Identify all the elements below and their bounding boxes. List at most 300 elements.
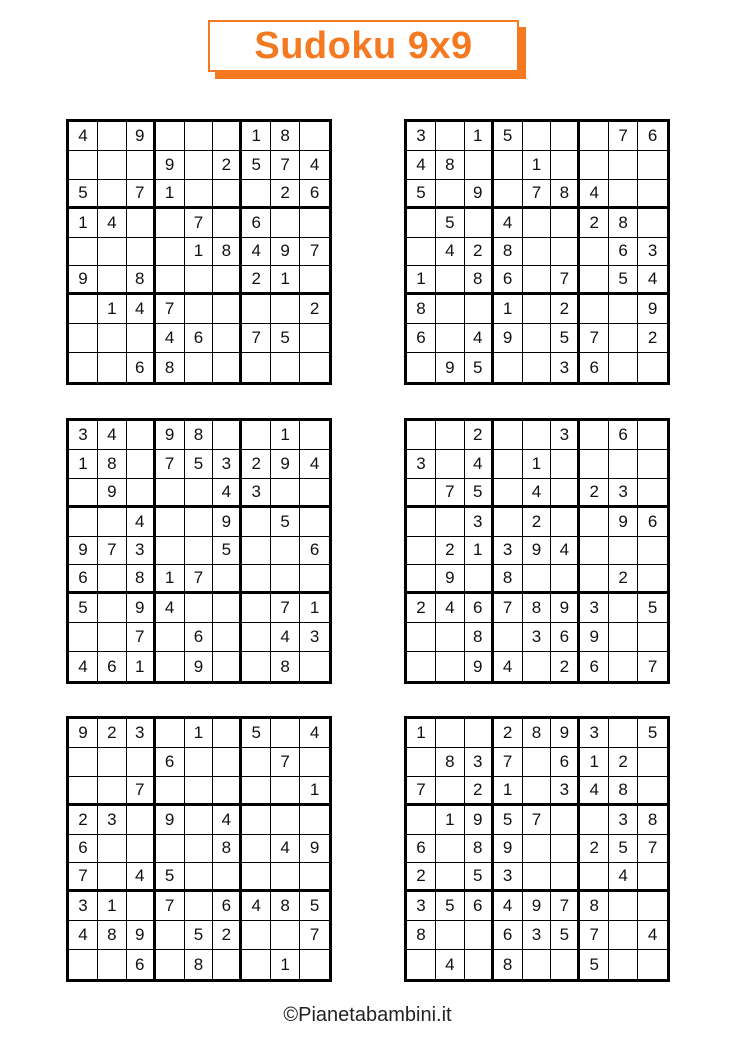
sudoku-cell[interactable]	[271, 921, 300, 950]
sudoku-cell[interactable]: 3	[69, 421, 98, 450]
sudoku-cell[interactable]: 8	[638, 806, 667, 835]
sudoku-cell[interactable]	[523, 266, 552, 295]
sudoku-cell[interactable]	[127, 479, 156, 508]
sudoku-cell[interactable]	[523, 652, 552, 681]
sudoku-cell[interactable]: 3	[465, 508, 494, 537]
sudoku-cell[interactable]	[523, 835, 552, 864]
sudoku-cell[interactable]: 9	[494, 324, 523, 353]
sudoku-cell[interactable]: 4	[98, 209, 127, 238]
sudoku-cell[interactable]: 7	[271, 151, 300, 180]
sudoku-cell[interactable]	[609, 594, 638, 623]
sudoku-cell[interactable]: 3	[127, 719, 156, 748]
sudoku-cell[interactable]: 4	[609, 863, 638, 892]
sudoku-cell[interactable]	[300, 122, 329, 151]
sudoku-cell[interactable]: 9	[551, 594, 580, 623]
sudoku-cell[interactable]: 3	[69, 892, 98, 921]
sudoku-cell[interactable]	[156, 266, 185, 295]
sudoku-cell[interactable]: 8	[551, 180, 580, 209]
sudoku-cell[interactable]: 8	[127, 565, 156, 594]
sudoku-cell[interactable]: 6	[465, 594, 494, 623]
sudoku-cell[interactable]: 9	[580, 623, 609, 652]
sudoku-cell[interactable]	[185, 748, 214, 777]
sudoku-cell[interactable]	[436, 777, 465, 806]
sudoku-cell[interactable]: 1	[127, 652, 156, 681]
sudoku-cell[interactable]	[638, 748, 667, 777]
sudoku-cell[interactable]	[242, 748, 271, 777]
sudoku-cell[interactable]: 3	[638, 238, 667, 267]
sudoku-cell[interactable]: 3	[580, 594, 609, 623]
sudoku-cell[interactable]: 2	[580, 479, 609, 508]
sudoku-cell[interactable]	[185, 508, 214, 537]
sudoku-cell[interactable]: 8	[465, 266, 494, 295]
sudoku-cell[interactable]	[494, 151, 523, 180]
sudoku-cell[interactable]	[436, 295, 465, 324]
sudoku-cell[interactable]	[127, 151, 156, 180]
sudoku-cell[interactable]	[494, 479, 523, 508]
sudoku-cell[interactable]: 1	[98, 892, 127, 921]
sudoku-cell[interactable]	[213, 863, 242, 892]
sudoku-cell[interactable]: 9	[185, 652, 214, 681]
sudoku-cell[interactable]: 4	[127, 295, 156, 324]
sudoku-cell[interactable]	[407, 623, 436, 652]
sudoku-cell[interactable]	[127, 238, 156, 267]
sudoku-cell[interactable]: 9	[213, 508, 242, 537]
sudoku-cell[interactable]	[156, 122, 185, 151]
sudoku-cell[interactable]	[551, 950, 580, 979]
sudoku-cell[interactable]: 3	[407, 450, 436, 479]
sudoku-cell[interactable]: 4	[300, 151, 329, 180]
sudoku-cell[interactable]: 5	[551, 921, 580, 950]
sudoku-cell[interactable]: 5	[436, 892, 465, 921]
sudoku-cell[interactable]: 8	[271, 652, 300, 681]
sudoku-cell[interactable]: 4	[580, 180, 609, 209]
sudoku-cell[interactable]: 5	[436, 209, 465, 238]
sudoku-cell[interactable]	[98, 565, 127, 594]
sudoku-cell[interactable]	[300, 565, 329, 594]
sudoku-cell[interactable]	[523, 421, 552, 450]
sudoku-cell[interactable]	[609, 295, 638, 324]
sudoku-cell[interactable]	[156, 835, 185, 864]
sudoku-cell[interactable]: 7	[69, 863, 98, 892]
sudoku-cell[interactable]: 6	[580, 652, 609, 681]
sudoku-cell[interactable]: 9	[156, 151, 185, 180]
sudoku-cell[interactable]: 8	[185, 421, 214, 450]
sudoku-cell[interactable]: 4	[407, 151, 436, 180]
sudoku-cell[interactable]	[407, 209, 436, 238]
sudoku-cell[interactable]	[213, 180, 242, 209]
sudoku-cell[interactable]: 7	[638, 835, 667, 864]
sudoku-cell[interactable]	[271, 295, 300, 324]
sudoku-cell[interactable]	[436, 835, 465, 864]
sudoku-cell[interactable]	[156, 238, 185, 267]
sudoku-cell[interactable]: 1	[300, 777, 329, 806]
sudoku-cell[interactable]	[213, 122, 242, 151]
sudoku-cell[interactable]	[213, 421, 242, 450]
sudoku-cell[interactable]	[638, 479, 667, 508]
sudoku-cell[interactable]	[494, 450, 523, 479]
sudoku-cell[interactable]	[185, 892, 214, 921]
sudoku-cell[interactable]	[300, 479, 329, 508]
sudoku-cell[interactable]	[300, 748, 329, 777]
sudoku-cell[interactable]	[300, 266, 329, 295]
sudoku-cell[interactable]	[638, 623, 667, 652]
sudoku-cell[interactable]	[609, 450, 638, 479]
sudoku-cell[interactable]: 9	[271, 238, 300, 267]
sudoku-cell[interactable]	[98, 835, 127, 864]
sudoku-cell[interactable]	[465, 209, 494, 238]
sudoku-cell[interactable]	[580, 565, 609, 594]
sudoku-cell[interactable]	[465, 151, 494, 180]
sudoku-cell[interactable]	[609, 921, 638, 950]
sudoku-cell[interactable]: 8	[407, 295, 436, 324]
sudoku-cell[interactable]	[242, 835, 271, 864]
sudoku-cell[interactable]: 7	[271, 748, 300, 777]
sudoku-cell[interactable]	[407, 950, 436, 979]
sudoku-cell[interactable]: 5	[580, 950, 609, 979]
sudoku-cell[interactable]	[69, 238, 98, 267]
sudoku-cell[interactable]	[494, 508, 523, 537]
sudoku-cell[interactable]: 9	[69, 719, 98, 748]
sudoku-cell[interactable]: 8	[156, 353, 185, 382]
sudoku-cell[interactable]: 3	[494, 537, 523, 566]
sudoku-cell[interactable]: 2	[213, 151, 242, 180]
sudoku-cell[interactable]	[551, 863, 580, 892]
sudoku-cell[interactable]	[465, 719, 494, 748]
sudoku-cell[interactable]	[242, 180, 271, 209]
sudoku-cell[interactable]	[69, 151, 98, 180]
sudoku-cell[interactable]	[436, 863, 465, 892]
sudoku-cell[interactable]	[213, 719, 242, 748]
sudoku-cell[interactable]	[609, 324, 638, 353]
sudoku-cell[interactable]	[98, 266, 127, 295]
sudoku-cell[interactable]: 7	[127, 777, 156, 806]
sudoku-cell[interactable]	[271, 777, 300, 806]
sudoku-cell[interactable]: 4	[523, 479, 552, 508]
sudoku-cell[interactable]: 7	[551, 892, 580, 921]
sudoku-cell[interactable]	[213, 777, 242, 806]
sudoku-cell[interactable]: 7	[271, 594, 300, 623]
sudoku-cell[interactable]: 4	[69, 122, 98, 151]
sudoku-cell[interactable]: 1	[494, 777, 523, 806]
sudoku-cell[interactable]	[213, 295, 242, 324]
sudoku-cell[interactable]: 5	[551, 324, 580, 353]
sudoku-cell[interactable]	[523, 324, 552, 353]
sudoku-cell[interactable]	[638, 950, 667, 979]
sudoku-cell[interactable]	[523, 950, 552, 979]
sudoku-cell[interactable]	[185, 835, 214, 864]
sudoku-cell[interactable]: 2	[609, 565, 638, 594]
sudoku-cell[interactable]: 1	[407, 719, 436, 748]
sudoku-cell[interactable]: 6	[300, 537, 329, 566]
sudoku-cell[interactable]: 1	[436, 806, 465, 835]
sudoku-cell[interactable]	[638, 565, 667, 594]
sudoku-cell[interactable]	[69, 353, 98, 382]
sudoku-cell[interactable]: 6	[638, 122, 667, 151]
sudoku-cell[interactable]: 3	[494, 863, 523, 892]
sudoku-cell[interactable]	[271, 719, 300, 748]
sudoku-cell[interactable]	[213, 623, 242, 652]
sudoku-cell[interactable]	[580, 151, 609, 180]
sudoku-cell[interactable]	[300, 324, 329, 353]
sudoku-cell[interactable]	[242, 508, 271, 537]
sudoku-cell[interactable]: 2	[436, 537, 465, 566]
sudoku-cell[interactable]: 9	[436, 353, 465, 382]
sudoku-cell[interactable]: 6	[494, 266, 523, 295]
sudoku-cell[interactable]: 5	[271, 324, 300, 353]
sudoku-cell[interactable]	[98, 748, 127, 777]
sudoku-cell[interactable]: 4	[638, 921, 667, 950]
sudoku-cell[interactable]: 2	[465, 238, 494, 267]
sudoku-cell[interactable]: 1	[156, 180, 185, 209]
sudoku-cell[interactable]: 8	[494, 238, 523, 267]
sudoku-cell[interactable]: 3	[551, 777, 580, 806]
sudoku-cell[interactable]: 5	[465, 479, 494, 508]
sudoku-cell[interactable]	[69, 508, 98, 537]
sudoku-cell[interactable]: 7	[185, 565, 214, 594]
sudoku-cell[interactable]: 6	[127, 353, 156, 382]
sudoku-cell[interactable]: 9	[436, 565, 465, 594]
sudoku-cell[interactable]: 6	[609, 421, 638, 450]
sudoku-cell[interactable]	[551, 479, 580, 508]
sudoku-cell[interactable]: 7	[98, 537, 127, 566]
sudoku-cell[interactable]: 9	[98, 479, 127, 508]
sudoku-cell[interactable]: 4	[156, 594, 185, 623]
sudoku-cell[interactable]: 3	[242, 479, 271, 508]
sudoku-cell[interactable]: 3	[300, 623, 329, 652]
sudoku-cell[interactable]: 4	[300, 719, 329, 748]
sudoku-cell[interactable]: 7	[523, 180, 552, 209]
sudoku-cell[interactable]: 6	[407, 324, 436, 353]
sudoku-cell[interactable]	[98, 238, 127, 267]
sudoku-cell[interactable]: 9	[638, 295, 667, 324]
sudoku-cell[interactable]: 7	[185, 209, 214, 238]
sudoku-cell[interactable]: 9	[69, 537, 98, 566]
sudoku-cell[interactable]: 9	[156, 421, 185, 450]
sudoku-cell[interactable]: 8	[185, 950, 214, 979]
sudoku-cell[interactable]: 3	[609, 806, 638, 835]
sudoku-cell[interactable]	[300, 209, 329, 238]
sudoku-cell[interactable]	[580, 863, 609, 892]
sudoku-cell[interactable]: 5	[609, 835, 638, 864]
sudoku-cell[interactable]	[271, 353, 300, 382]
sudoku-cell[interactable]: 4	[494, 652, 523, 681]
sudoku-cell[interactable]: 5	[271, 508, 300, 537]
sudoku-cell[interactable]: 8	[213, 238, 242, 267]
sudoku-cell[interactable]: 9	[551, 719, 580, 748]
sudoku-cell[interactable]: 3	[98, 806, 127, 835]
sudoku-cell[interactable]: 4	[638, 266, 667, 295]
sudoku-cell[interactable]	[465, 295, 494, 324]
sudoku-cell[interactable]	[609, 623, 638, 652]
sudoku-cell[interactable]	[98, 950, 127, 979]
sudoku-cell[interactable]: 4	[494, 892, 523, 921]
sudoku-cell[interactable]	[156, 479, 185, 508]
sudoku-cell[interactable]: 4	[242, 892, 271, 921]
sudoku-cell[interactable]: 1	[185, 719, 214, 748]
sudoku-cell[interactable]	[609, 950, 638, 979]
sudoku-cell[interactable]	[551, 835, 580, 864]
sudoku-cell[interactable]: 9	[156, 806, 185, 835]
sudoku-cell[interactable]: 4	[580, 777, 609, 806]
sudoku-cell[interactable]: 7	[647, 656, 658, 676]
sudoku-cell[interactable]: 4	[436, 238, 465, 267]
sudoku-cell[interactable]: 9	[609, 508, 638, 537]
sudoku-cell[interactable]: 6	[242, 209, 271, 238]
sudoku-cell[interactable]	[242, 594, 271, 623]
sudoku-cell[interactable]	[523, 777, 552, 806]
sudoku-cell[interactable]: 9	[127, 921, 156, 950]
sudoku-cell[interactable]: 2	[609, 748, 638, 777]
sudoku-cell[interactable]: 1	[465, 122, 494, 151]
sudoku-cell[interactable]: 2	[465, 421, 494, 450]
sudoku-cell[interactable]	[213, 652, 242, 681]
sudoku-cell[interactable]: 5	[242, 719, 271, 748]
sudoku-cell[interactable]	[551, 151, 580, 180]
sudoku-cell[interactable]	[407, 508, 436, 537]
sudoku-cell[interactable]: 2	[98, 719, 127, 748]
sudoku-cell[interactable]	[69, 295, 98, 324]
sudoku-cell[interactable]	[436, 652, 465, 681]
sudoku-cell[interactable]: 4	[127, 508, 156, 537]
sudoku-cell[interactable]: 7	[156, 295, 185, 324]
sudoku-cell[interactable]	[407, 353, 436, 382]
sudoku-cell[interactable]	[436, 324, 465, 353]
sudoku-cell[interactable]	[551, 238, 580, 267]
sudoku-cell[interactable]: 8	[98, 450, 127, 479]
sudoku-cell[interactable]	[127, 324, 156, 353]
sudoku-cell[interactable]	[609, 892, 638, 921]
sudoku-cell[interactable]	[156, 652, 185, 681]
sudoku-cell[interactable]: 8	[494, 950, 523, 979]
sudoku-cell[interactable]	[98, 863, 127, 892]
sudoku-cell[interactable]: 7	[300, 921, 329, 950]
sudoku-cell[interactable]	[127, 835, 156, 864]
sudoku-cell[interactable]: 2	[271, 180, 300, 209]
sudoku-cell[interactable]	[156, 508, 185, 537]
sudoku-cell[interactable]: 8	[523, 719, 552, 748]
sudoku-cell[interactable]: 3	[551, 421, 580, 450]
sudoku-cell[interactable]: 8	[465, 835, 494, 864]
sudoku-cell[interactable]: 7	[523, 806, 552, 835]
sudoku-cell[interactable]: 7	[494, 594, 523, 623]
sudoku-cell[interactable]: 5	[185, 921, 214, 950]
sudoku-cell[interactable]	[271, 863, 300, 892]
sudoku-cell[interactable]	[609, 537, 638, 566]
sudoku-cell[interactable]	[494, 180, 523, 209]
sudoku-cell[interactable]: 1	[523, 151, 552, 180]
sudoku-cell[interactable]: 3	[523, 921, 552, 950]
sudoku-cell[interactable]: 7	[609, 122, 638, 151]
sudoku-cell[interactable]: 1	[271, 950, 300, 979]
sudoku-cell[interactable]: 1	[271, 421, 300, 450]
sudoku-cell[interactable]	[213, 266, 242, 295]
sudoku-cell[interactable]: 6	[609, 238, 638, 267]
sudoku-cell[interactable]	[609, 180, 638, 209]
sudoku-cell[interactable]: 8	[127, 266, 156, 295]
sudoku-cell[interactable]: 2	[580, 835, 609, 864]
sudoku-cell[interactable]	[300, 863, 329, 892]
sudoku-cell[interactable]: 4	[436, 950, 465, 979]
sudoku-cell[interactable]: 9	[523, 892, 552, 921]
sudoku-cell[interactable]	[242, 537, 271, 566]
sudoku-cell[interactable]: 4	[300, 450, 329, 479]
sudoku-cell[interactable]	[69, 623, 98, 652]
sudoku-cell[interactable]: 6	[551, 623, 580, 652]
sudoku-cell[interactable]: 5	[465, 353, 494, 382]
sudoku-cell[interactable]: 2	[638, 324, 667, 353]
sudoku-cell[interactable]	[638, 180, 667, 209]
sudoku-cell[interactable]	[436, 623, 465, 652]
sudoku-cell[interactable]: 8	[271, 892, 300, 921]
sudoku-cell[interactable]: 6	[185, 623, 214, 652]
sudoku-cell[interactable]	[185, 806, 214, 835]
sudoku-cell[interactable]	[213, 748, 242, 777]
sudoku-cell[interactable]	[465, 921, 494, 950]
sudoku-cell[interactable]	[300, 652, 329, 681]
sudoku-cell[interactable]	[523, 209, 552, 238]
sudoku-cell[interactable]	[242, 863, 271, 892]
sudoku-cell[interactable]: 2	[242, 450, 271, 479]
sudoku-cell[interactable]: 8	[465, 623, 494, 652]
sudoku-cell[interactable]: 4	[465, 324, 494, 353]
sudoku-cell[interactable]	[300, 508, 329, 537]
sudoku-cell[interactable]	[213, 565, 242, 594]
sudoku-cell[interactable]: 5	[156, 863, 185, 892]
sudoku-cell[interactable]	[271, 479, 300, 508]
sudoku-cell[interactable]	[156, 950, 185, 979]
sudoku-cell[interactable]	[523, 122, 552, 151]
sudoku-cell[interactable]: 5	[494, 806, 523, 835]
sudoku-cell[interactable]	[523, 565, 552, 594]
sudoku-cell[interactable]	[407, 565, 436, 594]
sudoku-cell[interactable]: 3	[580, 719, 609, 748]
sudoku-cell[interactable]	[609, 353, 638, 382]
sudoku-cell[interactable]	[156, 537, 185, 566]
sudoku-cell[interactable]	[213, 950, 242, 979]
sudoku-cell[interactable]	[551, 508, 580, 537]
sudoku-cell[interactable]	[98, 777, 127, 806]
sudoku-cell[interactable]: 7	[407, 777, 436, 806]
sudoku-cell[interactable]	[98, 594, 127, 623]
sudoku-cell[interactable]	[638, 151, 667, 180]
sudoku-cell[interactable]: 2	[300, 295, 329, 324]
sudoku-cell[interactable]: 6	[300, 180, 329, 209]
sudoku-cell[interactable]: 7	[156, 450, 185, 479]
sudoku-cell[interactable]	[127, 892, 156, 921]
sudoku-cell[interactable]	[127, 209, 156, 238]
sudoku-cell[interactable]	[407, 479, 436, 508]
sudoku-cell[interactable]: 7	[580, 324, 609, 353]
sudoku-cell[interactable]	[523, 748, 552, 777]
sudoku-cell[interactable]	[185, 353, 214, 382]
sudoku-cell[interactable]	[185, 266, 214, 295]
sudoku-cell[interactable]: 8	[436, 748, 465, 777]
sudoku-cell[interactable]: 4	[213, 806, 242, 835]
sudoku-cell[interactable]	[242, 806, 271, 835]
sudoku-cell[interactable]	[300, 950, 329, 979]
sudoku-cell[interactable]	[185, 295, 214, 324]
sudoku-cell[interactable]: 8	[523, 594, 552, 623]
sudoku-cell[interactable]: 6	[156, 748, 185, 777]
sudoku-cell[interactable]	[98, 122, 127, 151]
sudoku-cell[interactable]: 3	[407, 892, 436, 921]
sudoku-cell[interactable]: 5	[609, 266, 638, 295]
sudoku-cell[interactable]: 2	[494, 719, 523, 748]
sudoku-cell[interactable]	[551, 209, 580, 238]
sudoku-cell[interactable]: 7	[551, 266, 580, 295]
sudoku-cell[interactable]	[436, 180, 465, 209]
sudoku-cell[interactable]	[436, 122, 465, 151]
